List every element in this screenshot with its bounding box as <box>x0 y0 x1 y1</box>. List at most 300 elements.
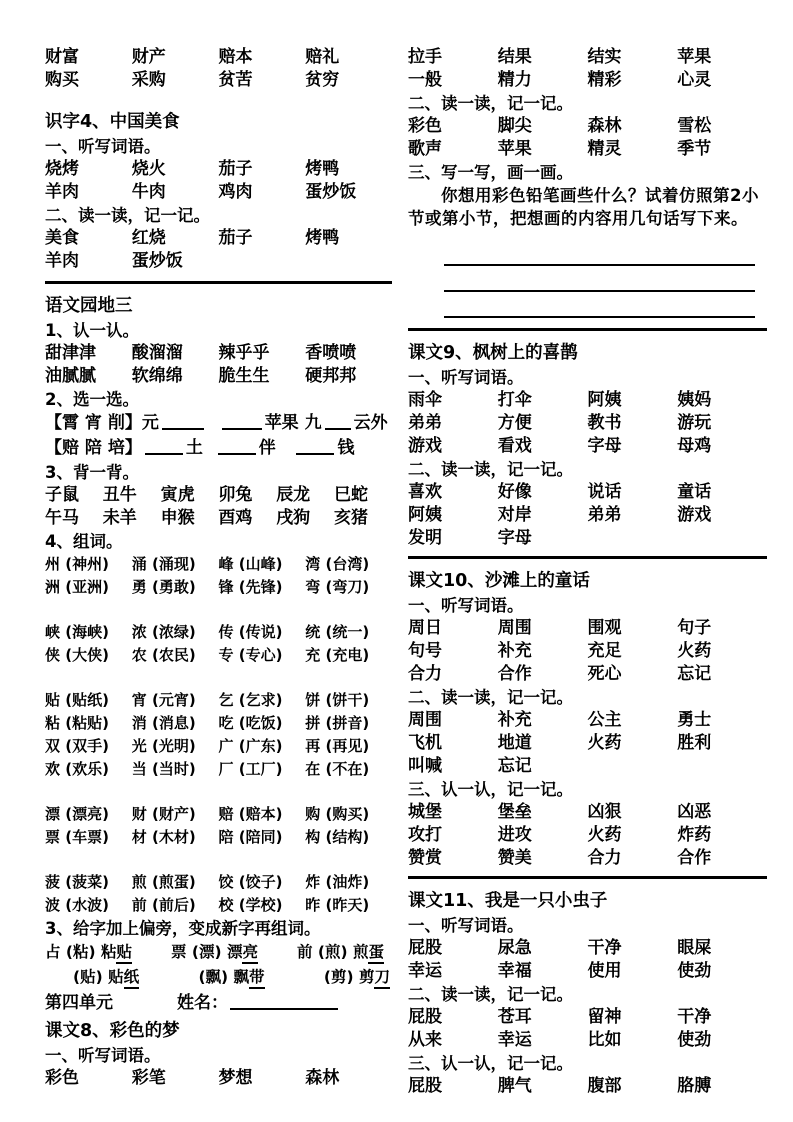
zuci-cell: 漂 (漂亮) <box>45 805 109 823</box>
word-cell: 字母 <box>497 528 532 548</box>
zuci-cell: 煎 (煎蛋) <box>131 873 196 891</box>
word-cell: 巳蛇 <box>333 485 368 505</box>
word-cell: 酸溜溜 <box>131 343 183 363</box>
zuci-cell: 侠 (大侠) <box>45 646 109 664</box>
word-row <box>408 824 767 846</box>
column-right <box>408 46 767 1098</box>
vertical-gap <box>408 550 767 552</box>
separator-line <box>45 281 392 284</box>
zuci-cell: 消 (消息) <box>131 714 196 732</box>
underlined-char: 带 <box>249 968 265 989</box>
word-cell: 茄子 <box>218 228 253 248</box>
zuci-cell: 在 (不在) <box>305 760 370 778</box>
word-cell: 财产 <box>131 47 166 67</box>
word-cell: 财富 <box>45 47 79 67</box>
word-cell: 地道 <box>497 733 532 753</box>
vertical-gap <box>45 781 392 803</box>
zuci-row <box>45 758 392 780</box>
zuci-cell: 构 (结构) <box>305 828 370 846</box>
exercise-label: 一、听写词语。 <box>408 916 524 935</box>
vertical-gap <box>45 667 392 689</box>
word-cell: 彩色 <box>45 1068 79 1088</box>
word-cell: 一般 <box>408 70 442 90</box>
zuci-row <box>45 553 392 575</box>
word-cell: 弟弟 <box>587 505 622 525</box>
word-cell: 丑牛 <box>102 485 137 505</box>
word-cell: 飞机 <box>408 733 442 753</box>
word-cell: 火药 <box>677 641 712 661</box>
word-row <box>408 755 767 777</box>
fill-blank <box>145 438 183 455</box>
zuci-cell: 勇 (勇敢) <box>131 578 196 596</box>
section-heading: 语文园地三 <box>45 296 133 316</box>
column-left <box>45 46 392 1098</box>
zuci-cell: 粘 (粘贴) <box>45 714 109 732</box>
word-cell: 游戏 <box>408 436 442 456</box>
word-cell: 使劲 <box>677 961 712 981</box>
word-cell: 对岸 <box>497 505 532 525</box>
derive-word-cell <box>171 940 258 964</box>
word-cell: 屁股 <box>408 1076 442 1096</box>
word-cell: 使劲 <box>677 1030 712 1050</box>
exercise-label: 3、背一背。 <box>45 463 139 482</box>
zuci-cell: 弯 (弯刀) <box>305 578 370 596</box>
word-cell: 教书 <box>587 413 622 433</box>
vertical-gap <box>408 318 767 324</box>
word-cell: 阿姨 <box>408 505 442 525</box>
word-cell: 腹部 <box>587 1076 622 1096</box>
zuci-cell: 陪 (陪同) <box>218 828 283 846</box>
fill-blank <box>222 413 262 430</box>
fill-blank <box>325 413 351 430</box>
word-cell: 凶恶 <box>677 802 712 822</box>
zuci-row <box>45 621 392 643</box>
word-cell: 雪松 <box>677 116 712 136</box>
word-cell: 赞赏 <box>408 848 442 868</box>
exercise-label: 一、听写词语。 <box>45 1046 161 1065</box>
derive-text: 前 (煎) 煎 <box>297 943 369 961</box>
word-cell: 周日 <box>408 618 442 638</box>
underlined-char: 贴 <box>116 943 132 964</box>
word-cell: 硬邦邦 <box>305 366 357 386</box>
word-cell: 方便 <box>497 413 532 433</box>
derive-text: (剪) 剪 <box>323 968 375 986</box>
word-row <box>408 69 767 91</box>
word-cell: 茄子 <box>218 159 253 179</box>
derive-word-cell <box>324 965 390 989</box>
word-cell: 周围 <box>497 618 532 638</box>
word-cell: 使用 <box>587 961 622 981</box>
section-heading: 课文8、彩色的梦 <box>45 1021 180 1041</box>
zuci-cell: 厂 (工厂) <box>218 760 283 778</box>
vertical-gap <box>408 230 767 240</box>
word-cell: 炸药 <box>677 825 712 845</box>
vertical-gap <box>45 849 392 871</box>
word-row <box>408 412 767 434</box>
derive-text: (飘) 飘 <box>198 968 250 986</box>
word-cell: 叫喊 <box>408 756 442 776</box>
zuci-cell: 贴 (贴纸) <box>45 691 109 709</box>
fill-in-row <box>45 436 392 461</box>
zuci-cell: 当 (当时) <box>131 760 196 778</box>
word-cell: 辰龙 <box>276 485 311 505</box>
zuci-cell: 饺 (饺子) <box>218 873 283 891</box>
zuci-cell: 双 (双手) <box>45 737 109 755</box>
zuci-cell: 峰 (山峰) <box>218 555 283 573</box>
writing-line <box>444 240 755 266</box>
exercise-label: 二、读一读，记一记。 <box>408 460 573 479</box>
zuci-cell: 传 (传说) <box>218 623 283 641</box>
word-row <box>45 181 392 203</box>
word-cell: 贫苦 <box>218 70 253 90</box>
word-cell: 周围 <box>408 710 442 730</box>
unit-name-line <box>45 990 392 1017</box>
word-cell: 干净 <box>677 1007 712 1027</box>
word-cell: 母鸡 <box>677 436 712 456</box>
zuci-cell: 拼 (拼音) <box>305 714 370 732</box>
exercise-label: 一、听写词语。 <box>408 368 524 387</box>
section-heading: 课文11、我是一只小虫子 <box>408 891 608 911</box>
derive-word-cell <box>45 940 132 964</box>
word-cell: 心灵 <box>677 70 712 90</box>
word-cell: 游戏 <box>677 505 712 525</box>
word-cell: 卯兔 <box>218 485 253 505</box>
zuci-cell: 专 (专心) <box>218 646 283 664</box>
zuci-cell: 波 (水波) <box>45 896 109 914</box>
exercise-label: 三、认一认，记一记。 <box>408 1054 573 1073</box>
word-row <box>45 227 392 249</box>
word-cell: 森林 <box>587 116 622 136</box>
word-cell: 烤鸭 <box>305 159 340 179</box>
word-cell: 苍耳 <box>497 1007 532 1027</box>
word-cell: 阿姨 <box>587 390 622 410</box>
word-cell: 红烧 <box>131 228 166 248</box>
word-cell: 攻打 <box>408 825 442 845</box>
word-cell: 幸福 <box>497 961 532 981</box>
derive-text: 占 (粘) 粘 <box>45 943 117 961</box>
word-row <box>408 732 767 754</box>
exercise-label: 一、听写词语。 <box>45 137 161 156</box>
word-cell: 尿急 <box>497 938 532 958</box>
word-cell: 干净 <box>587 938 622 958</box>
fill-blank <box>218 438 256 455</box>
zuci-cell: 峡 (海峡) <box>45 623 109 641</box>
word-cell: 合力 <box>408 664 442 684</box>
zuci-cell: 赔 (赔本) <box>218 805 283 823</box>
word-cell: 屁股 <box>408 938 442 958</box>
word-cell: 贫穷 <box>305 70 340 90</box>
word-cell: 勇士 <box>677 710 712 730</box>
zuci-row <box>45 735 392 757</box>
fill-text: 土 <box>185 438 215 458</box>
word-row <box>45 484 392 506</box>
name-label: 姓名： <box>177 993 228 1013</box>
word-cell: 留神 <box>587 1007 622 1027</box>
underlined-char: 蛋 <box>368 943 384 964</box>
word-row <box>408 389 767 411</box>
zuci-cell: 校 (学校) <box>218 896 283 914</box>
exercise-label: 二、读一读，记一记。 <box>408 688 573 707</box>
exercise-label: 1、认一认。 <box>45 321 139 340</box>
zuci-cell: 乞 (乞求) <box>218 691 283 709</box>
fill-in-row <box>45 411 392 436</box>
word-cell: 凶狠 <box>587 802 622 822</box>
zuci-row <box>45 871 392 893</box>
word-row <box>45 69 392 91</box>
word-cell: 赞美 <box>497 848 532 868</box>
separator-line <box>408 328 767 331</box>
word-row <box>408 115 767 137</box>
word-cell: 烤鸭 <box>305 228 340 248</box>
word-cell: 好像 <box>497 482 532 502</box>
word-cell: 结实 <box>587 47 622 67</box>
word-cell: 未羊 <box>102 508 137 528</box>
word-cell: 忘记 <box>677 664 712 684</box>
word-row <box>408 435 767 457</box>
word-row <box>45 342 392 364</box>
zuci-cell: 再 (再见) <box>305 737 370 755</box>
word-row <box>45 158 392 180</box>
word-row <box>408 1075 767 1097</box>
word-cell: 午马 <box>45 508 79 528</box>
zuci-cell: 涌 (涌现) <box>131 555 196 573</box>
zuci-cell: 光 (光明) <box>131 737 196 755</box>
exercise-label: 4、组词。 <box>45 532 123 551</box>
word-cell: 补充 <box>497 710 532 730</box>
word-cell: 寅虎 <box>160 485 195 505</box>
word-row <box>45 365 392 387</box>
word-cell: 精力 <box>497 70 532 90</box>
zuci-cell: 统 (统一) <box>305 623 370 641</box>
name-blank <box>230 993 338 1010</box>
word-cell: 蛋炒饭 <box>131 251 183 271</box>
worksheet-columns <box>45 46 769 1098</box>
word-cell: 采购 <box>131 70 166 90</box>
word-cell: 精灵 <box>587 139 622 159</box>
word-row <box>408 937 767 959</box>
word-cell: 胜利 <box>677 733 712 753</box>
word-cell: 游玩 <box>677 413 712 433</box>
word-row <box>408 1029 767 1051</box>
word-row <box>408 138 767 160</box>
zuci-cell: 饼 (饼干) <box>305 691 370 709</box>
word-cell: 购买 <box>45 70 79 90</box>
zuci-cell: 宵 (元宵) <box>131 691 196 709</box>
word-cell: 屁股 <box>408 1007 442 1027</box>
zuci-row <box>45 576 392 598</box>
zuci-cell: 农 (农民) <box>131 646 196 664</box>
word-cell: 戌狗 <box>276 508 311 528</box>
zuci-cell: 广 (广东) <box>218 737 283 755</box>
fill-text: 苹果 九 <box>264 413 322 433</box>
word-row <box>408 504 767 526</box>
word-cell: 比如 <box>587 1030 622 1050</box>
exercise-label: 二、读一读，记一记。 <box>45 206 210 225</box>
derive-word-row <box>45 940 392 964</box>
zuci-cell: 前 (前后) <box>131 896 196 914</box>
word-cell: 脚尖 <box>497 116 532 136</box>
word-row <box>45 250 392 272</box>
word-cell: 羊肉 <box>45 251 79 271</box>
word-cell: 彩色 <box>408 116 442 136</box>
derive-word-cell <box>198 965 264 989</box>
fill-text: 伴 <box>258 438 294 458</box>
zuci-cell: 洲 (亚洲) <box>45 578 109 596</box>
section-heading: 课文9、枫树上的喜鹊 <box>408 343 578 363</box>
word-cell: 童话 <box>677 482 712 502</box>
word-cell: 打伞 <box>497 390 532 410</box>
word-row <box>45 507 392 529</box>
word-cell: 季节 <box>677 139 712 159</box>
derive-word-cell <box>73 965 139 989</box>
word-row <box>408 527 767 549</box>
word-row <box>45 1067 392 1089</box>
word-cell: 拉手 <box>408 47 442 67</box>
word-row <box>408 709 767 731</box>
word-cell: 苹果 <box>677 47 712 67</box>
zuci-row <box>45 644 392 666</box>
zuci-row <box>45 689 392 711</box>
vertical-gap <box>45 273 392 277</box>
word-cell: 胳膊 <box>677 1076 712 1096</box>
word-cell: 忘记 <box>497 756 532 776</box>
fill-text: 钱 <box>337 438 355 458</box>
section-heading: 课文10、沙滩上的童话 <box>408 571 590 591</box>
derive-text: (贴) 贴 <box>73 968 124 986</box>
word-cell: 姨妈 <box>677 390 712 410</box>
word-row <box>408 847 767 869</box>
zuci-row <box>45 894 392 916</box>
fill-text: 【霄 宵 削】元 <box>45 413 159 433</box>
zuci-cell: 浓 (浓绿) <box>131 623 196 641</box>
word-cell: 字母 <box>587 436 622 456</box>
word-cell: 城堡 <box>408 802 442 822</box>
word-cell: 香喷喷 <box>305 343 357 363</box>
word-row <box>408 663 767 685</box>
word-cell: 发明 <box>408 528 442 548</box>
section-heading: 识字4、中国美食 <box>45 112 180 132</box>
underlined-char: 刀 <box>374 968 390 989</box>
word-cell: 精彩 <box>587 70 622 90</box>
zuci-cell: 材 (木材) <box>131 828 196 846</box>
fill-blank <box>162 413 204 430</box>
unit-title: 第四单元 <box>45 993 113 1013</box>
word-cell: 脆生生 <box>218 366 270 386</box>
word-row <box>408 960 767 982</box>
word-row <box>408 46 767 68</box>
zuci-cell: 锋 (先锋) <box>218 578 283 596</box>
word-row <box>408 1006 767 1028</box>
word-cell: 合作 <box>677 848 712 868</box>
exercise-label: 2、选一选。 <box>45 390 139 409</box>
word-cell: 弟弟 <box>408 413 442 433</box>
underlined-char: 亮 <box>242 943 258 964</box>
zuci-cell: 菠 (菠菜) <box>45 873 109 891</box>
word-cell: 说话 <box>587 482 622 502</box>
word-row <box>408 481 767 503</box>
word-cell: 公主 <box>587 710 622 730</box>
derive-text: 票 (漂) 漂 <box>171 943 243 961</box>
word-cell: 补充 <box>497 641 532 661</box>
word-cell: 烧火 <box>131 159 166 179</box>
word-cell: 进攻 <box>497 825 532 845</box>
word-cell: 充足 <box>587 641 622 661</box>
word-row <box>45 46 392 68</box>
writing-line <box>444 266 755 292</box>
word-cell: 看戏 <box>497 436 532 456</box>
exercise-label: 三、写一写，画一画。 <box>408 163 573 182</box>
separator-line <box>408 556 767 559</box>
word-cell: 美食 <box>45 228 79 248</box>
word-cell: 赔礼 <box>305 47 340 67</box>
underlined-char: 纸 <box>124 968 140 989</box>
exercise-label: 3、给字加上偏旁，变成新字再组词。 <box>45 919 321 938</box>
word-cell: 歌声 <box>408 139 442 159</box>
separator-line <box>408 876 767 879</box>
derive-word-cell <box>297 940 384 964</box>
zuci-row <box>45 803 392 825</box>
word-cell: 赔本 <box>218 47 253 67</box>
word-cell: 合力 <box>587 848 622 868</box>
derive-word-row <box>45 965 392 989</box>
word-row <box>408 801 767 823</box>
zuci-cell: 昨 (昨天) <box>305 896 370 914</box>
word-cell: 幸运 <box>408 961 442 981</box>
word-cell: 眼屎 <box>677 938 712 958</box>
fill-text <box>207 413 219 433</box>
fill-blank <box>296 438 334 455</box>
exercise-label: 二、读一读，记一记。 <box>408 94 573 113</box>
word-cell: 甜津津 <box>45 343 96 363</box>
zuci-row <box>45 712 392 734</box>
word-cell: 雨伞 <box>408 390 442 410</box>
word-cell: 喜欢 <box>408 482 442 502</box>
fill-text: 【赔 陪 培】 <box>45 438 142 458</box>
exercise-label: 一、听写词语。 <box>408 596 524 615</box>
word-cell: 油腻腻 <box>45 366 96 386</box>
zuci-cell: 充 (充电) <box>305 646 370 664</box>
word-cell: 幸运 <box>497 1030 532 1050</box>
word-cell: 从来 <box>408 1030 442 1050</box>
word-cell: 酉鸡 <box>218 508 253 528</box>
writing-line <box>444 292 755 318</box>
word-cell: 软绵绵 <box>131 366 183 386</box>
zuci-cell: 州 (神州) <box>45 555 109 573</box>
word-cell: 围观 <box>587 618 622 638</box>
exercise-label: 三、认一认，记一记。 <box>408 780 573 799</box>
word-cell: 亥猪 <box>333 508 368 528</box>
word-cell: 羊肉 <box>45 182 79 202</box>
word-cell: 火药 <box>587 825 622 845</box>
word-cell: 牛肉 <box>131 182 166 202</box>
word-cell: 梦想 <box>218 1068 253 1088</box>
vertical-gap <box>45 92 392 108</box>
word-cell: 句号 <box>408 641 442 661</box>
word-cell: 死心 <box>587 664 622 684</box>
fill-text: 云外 <box>353 413 388 433</box>
word-cell: 申猴 <box>160 508 195 528</box>
word-cell: 烧烤 <box>45 159 79 179</box>
word-cell: 苹果 <box>497 139 532 159</box>
word-row <box>408 617 767 639</box>
word-cell: 蛋炒饭 <box>305 182 357 202</box>
word-cell: 森林 <box>305 1068 340 1088</box>
word-cell: 堡垒 <box>497 802 532 822</box>
zuci-cell: 吃 (吃饭) <box>218 714 283 732</box>
zuci-cell: 票 (车票) <box>45 828 109 846</box>
word-cell: 句子 <box>677 618 712 638</box>
exercise-label: 二、读一读，记一记。 <box>408 985 573 1004</box>
